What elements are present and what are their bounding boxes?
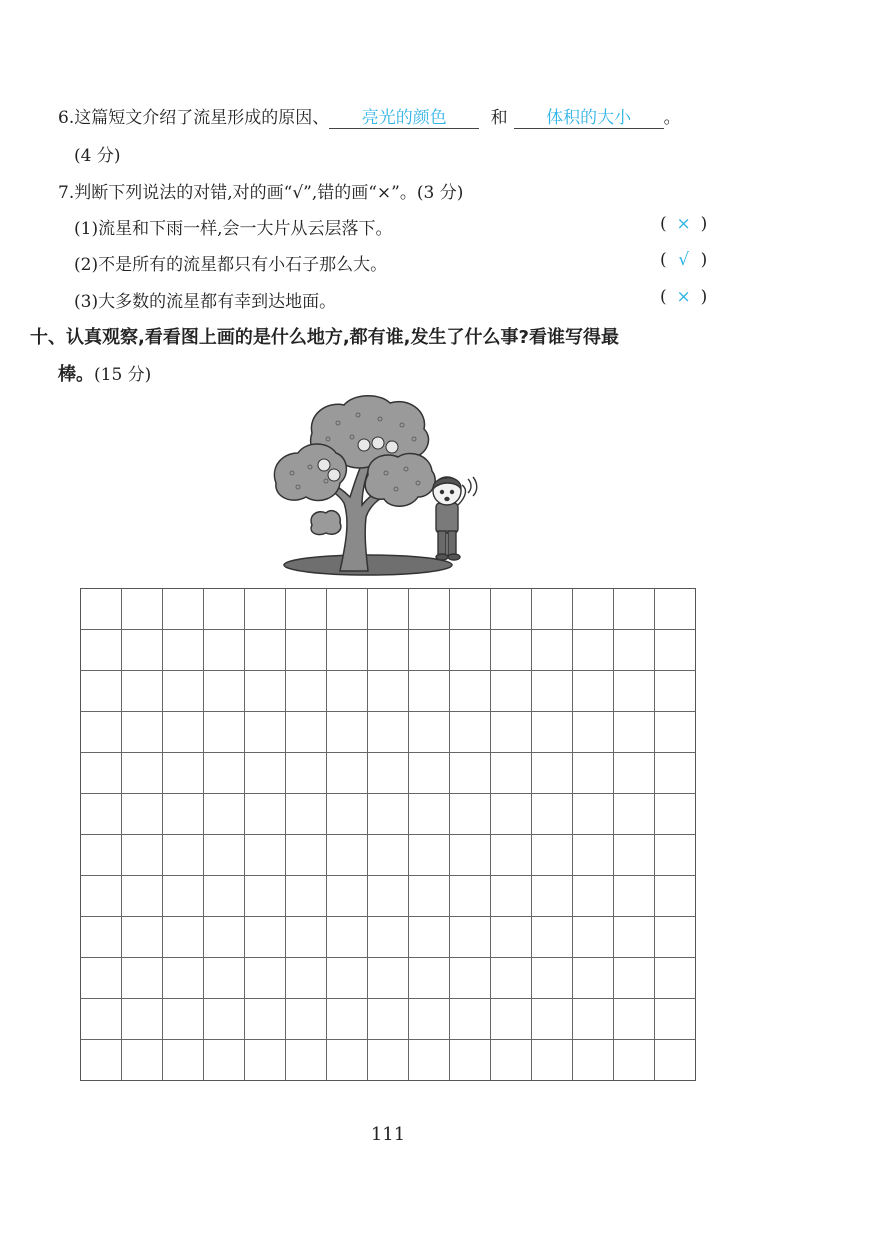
section10-line2-bold: 棒。 bbox=[58, 364, 94, 385]
q7-item-3-text: (3)大多数的流星都有幸到达地面。 bbox=[74, 292, 337, 312]
section10-line2 bbox=[58, 360, 151, 386]
q7-item-3-answer-box[interactable]: ( × ) bbox=[660, 287, 708, 307]
q6-blank-1[interactable]: 亮光的颜色 bbox=[329, 108, 479, 129]
q6-points: (4 分) bbox=[74, 146, 121, 166]
tree-crown-right bbox=[365, 453, 435, 506]
q7-item-1-text: (1)流星和下雨一样,会一大片从云层落下。 bbox=[74, 219, 393, 239]
q6-blank-2[interactable]: 体积的大小 bbox=[514, 108, 664, 129]
q7-item-1-answer: × bbox=[676, 214, 691, 234]
q6-suffix: 。 bbox=[663, 108, 681, 128]
q7-item-2-answer: √ bbox=[678, 250, 690, 270]
q7-item-2-answer-box[interactable]: ( √ ) bbox=[660, 250, 708, 270]
q7-item-1-answer-box[interactable]: ( × ) bbox=[660, 214, 708, 234]
tree-and-boy-illustration bbox=[268, 393, 488, 578]
q6-middle: 和 bbox=[490, 108, 508, 128]
q7-prompt: 7.判断下列说法的对错,对的画“√”,错的画“×”。(3 分) bbox=[58, 183, 464, 203]
section10-line1: 十、认真观察,看看图上画的是什么地方,都有谁,发生了什么事?看谁写得最 bbox=[30, 327, 619, 348]
boy-figure bbox=[433, 477, 477, 560]
page-number: 111 bbox=[370, 1124, 406, 1145]
q6-line bbox=[58, 103, 681, 129]
tree-bush-small bbox=[311, 511, 341, 535]
q6-prefix: 6.这篇短文介绍了流星形成的原因、 bbox=[58, 108, 330, 128]
section10-points: (15 分) bbox=[94, 365, 152, 385]
q7-item-3-answer: × bbox=[676, 287, 691, 307]
q7-item-2-text: (2)不是所有的流星都只有小石子那么大。 bbox=[74, 255, 388, 275]
writing-grid[interactable] bbox=[80, 588, 696, 1082]
